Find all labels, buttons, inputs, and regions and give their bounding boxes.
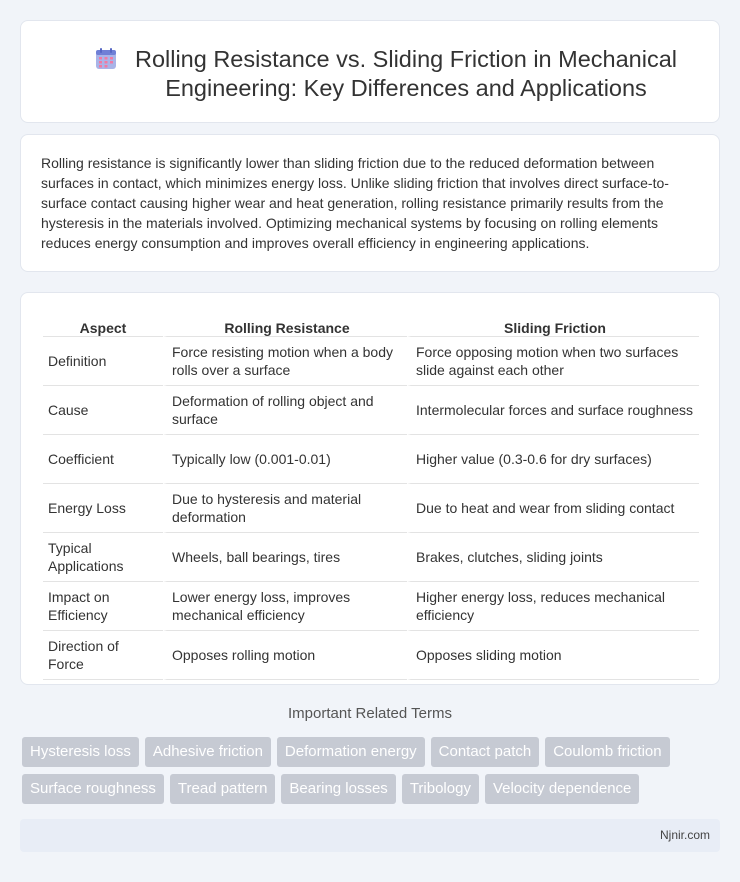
- footer: [20, 819, 720, 852]
- table-cell: Typically low (0.001-0.01): [163, 435, 407, 484]
- tag-row: [22, 737, 722, 767]
- table-cell: Typical Applications: [43, 533, 163, 582]
- related-terms-heading: Important Related Terms: [288, 705, 452, 722]
- table-row: [43, 386, 699, 435]
- table-cell: Energy Loss: [43, 484, 163, 533]
- table-cell: Intermolecular forces and surface roughness: [407, 386, 699, 435]
- intro-card: [20, 134, 720, 272]
- tag-contact-patch[interactable]: Contact patch: [431, 737, 540, 767]
- related-terms-tags: [22, 737, 722, 811]
- table-row: [43, 435, 699, 484]
- intro-paragraph: Rolling resistance is significantly lower than sliding friction due to the reduced deformation between surfaces in contact, which minimizes energy loss. Unlike sliding friction that involves direct surface-to-surface contact causing higher wear and heat generation, rolling resistance primarily results from the hysteresis in the materials involved. Optimizing mechanical systems by focusing on rolling elements reduces energy consumption and improves overall efficiency in engineering applications.: [41, 155, 669, 251]
- table-cell: Coefficient: [43, 435, 163, 484]
- table-cell: Direction of Force: [43, 631, 163, 680]
- tag-tread-pattern[interactable]: Tread pattern: [170, 774, 276, 804]
- tag-hysteresis-loss[interactable]: Hysteresis loss: [22, 737, 139, 767]
- tag-coulomb-friction[interactable]: Coulomb friction: [545, 737, 669, 767]
- table-cell: Cause: [43, 386, 163, 435]
- tag-row: [22, 774, 722, 804]
- footer-site-link[interactable]: Njnir.com: [659, 828, 710, 842]
- page-title: Rolling Resistance vs. Sliding Friction in Mechanical Engineering: Key Differences and Applications: [134, 46, 678, 101]
- table-cell: Due to heat and wear from sliding contact: [407, 484, 699, 533]
- table-cell: Impact on Efficiency: [43, 582, 163, 631]
- table-cell: Lower energy loss, improves mechanical efficiency: [163, 582, 407, 631]
- comparison-card: [20, 292, 720, 685]
- column-header-aspect: Aspect: [43, 313, 163, 337]
- column-header-sliding: Sliding Friction: [407, 313, 699, 337]
- tag-bearing-losses[interactable]: Bearing losses: [281, 774, 395, 804]
- table-cell: Brakes, clutches, sliding joints: [407, 533, 699, 582]
- title-card: [20, 20, 720, 123]
- table-cell: Higher value (0.3-0.6 for dry surfaces): [407, 435, 699, 484]
- table-row: [43, 484, 699, 533]
- tag-surface-roughness[interactable]: Surface roughness: [22, 774, 164, 804]
- comparison-table: [43, 313, 699, 680]
- table-cell: Force resisting motion when a body rolls over a surface: [163, 337, 407, 386]
- table-cell: Definition: [43, 337, 163, 386]
- tag-velocity-dependence[interactable]: Velocity dependence: [485, 774, 639, 804]
- tag-tribology[interactable]: Tribology: [402, 774, 479, 804]
- table-row: [43, 582, 699, 631]
- table-cell: Force opposing motion when two surfaces slide against each other: [407, 337, 699, 386]
- table-cell: Opposes sliding motion: [407, 631, 699, 680]
- tag-adhesive-friction[interactable]: Adhesive friction: [145, 737, 271, 767]
- table-cell: Deformation of rolling object and surface: [163, 386, 407, 435]
- tag-deformation-energy[interactable]: Deformation energy: [277, 737, 425, 767]
- table-cell: Wheels, ball bearings, tires: [163, 533, 407, 582]
- table-row: [43, 337, 699, 386]
- table-row: [43, 631, 699, 680]
- table-cell: Opposes rolling motion: [163, 631, 407, 680]
- table-header-row: [43, 313, 699, 337]
- table-cell: Due to hysteresis and material deformation: [163, 484, 407, 533]
- table-cell: Higher energy loss, reduces mechanical efficiency: [407, 582, 699, 631]
- calendar-icon: [95, 48, 117, 70]
- column-header-rolling: Rolling Resistance: [163, 313, 407, 337]
- table-row: [43, 533, 699, 582]
